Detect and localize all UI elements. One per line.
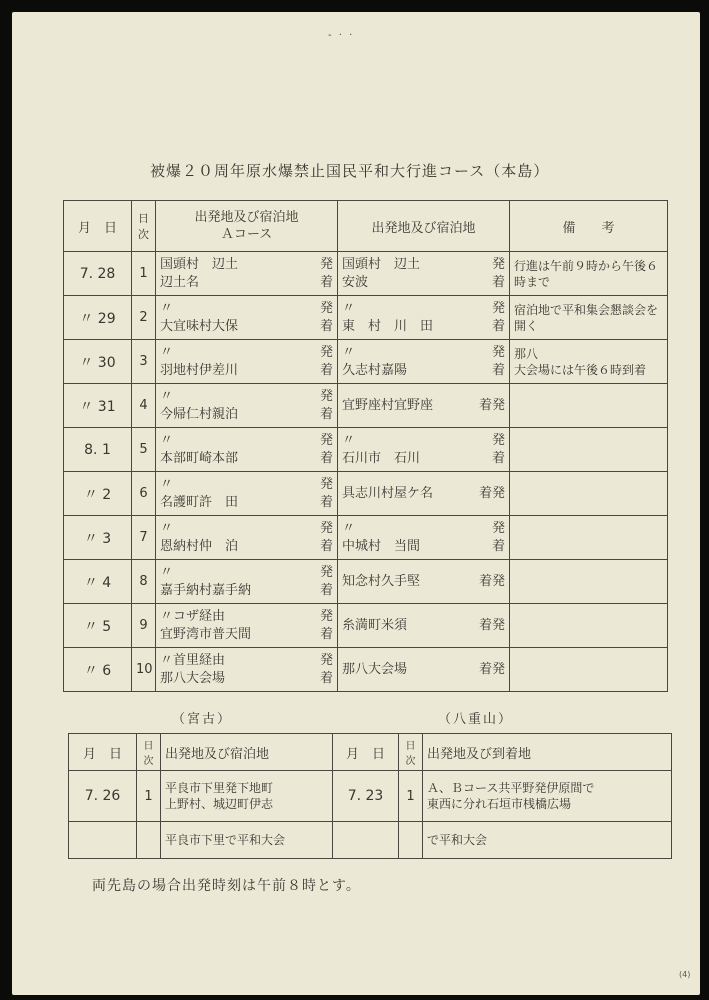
route-cell: Ａ、Ｂコース共平野発伊原間で 東西に分れ石垣市桟橋広場 — [423, 771, 672, 822]
arrive-tag: 着 — [319, 362, 333, 378]
document-title: 被爆２０周年原水爆禁止国民平和大行進コース（本島） — [150, 162, 550, 180]
route-b-cell — [338, 384, 510, 428]
note-cell: 行進は午前９時から午後６時まで — [510, 252, 668, 296]
table-row — [64, 340, 668, 384]
stop-arr — [160, 362, 333, 380]
place-name: 本部町崎本部 — [160, 450, 239, 466]
place-name: 今帰仁村親泊 — [160, 406, 239, 422]
date-cell: 〃 6 — [64, 648, 132, 692]
stop-dep — [160, 256, 333, 274]
stop-dep — [160, 300, 333, 318]
note-cell — [510, 648, 668, 692]
header-date: 月 日 — [64, 201, 132, 252]
header-day: 日次 — [132, 201, 156, 252]
day-cell: 9 — [132, 604, 156, 648]
place-name: 恩納村仲 泊 — [160, 538, 239, 554]
day-cell: 4 — [132, 384, 156, 428]
arrive-tag: 着 — [478, 617, 492, 633]
place-name: 那八大会場 — [342, 661, 408, 677]
day-cell — [137, 822, 161, 859]
header-mark: - · · — [328, 30, 355, 41]
stop-arr — [160, 538, 333, 556]
place-name: 〃首里経由 — [160, 652, 226, 668]
arrive-tag: 着 — [319, 450, 333, 466]
place-name: 〃 — [342, 300, 356, 316]
stop-arr — [160, 494, 333, 512]
arrive-tag: 着 — [478, 485, 492, 501]
table-row — [64, 296, 668, 340]
day-cell: 8 — [132, 560, 156, 604]
depart-tag: 発 — [491, 397, 505, 413]
depart-tag: 発 — [491, 432, 505, 448]
day-cell: 1 — [137, 771, 161, 822]
route-a-cell — [156, 648, 338, 692]
main-route-table — [63, 200, 668, 692]
stop-dep — [342, 344, 505, 362]
depart-tag: 発 — [319, 608, 333, 624]
arrive-tag: 着 — [478, 573, 492, 589]
place-name: 〃 — [160, 432, 174, 448]
table-row — [69, 822, 672, 859]
stop-dep — [342, 300, 505, 318]
arrive-tag: 着 — [319, 538, 333, 554]
route-cell: 平良市下里発下地町 上野村、城辺町伊志 — [161, 771, 333, 822]
header-day-miyako: 日次 — [137, 734, 161, 771]
route-b-cell — [338, 340, 510, 384]
route-b-cell — [338, 296, 510, 340]
place-name: 〃 — [160, 300, 174, 316]
stop-dep — [160, 388, 333, 406]
day-cell: 3 — [132, 340, 156, 384]
route-a-cell — [156, 472, 338, 516]
arrive-tag: 着 — [478, 397, 492, 413]
date-cell — [333, 822, 399, 859]
place-name: 〃 — [160, 388, 174, 404]
place-name: 羽地村伊差川 — [160, 362, 239, 378]
place-name: 東 村 川 田 — [342, 318, 434, 334]
place-name: 久志村嘉陽 — [342, 362, 408, 378]
label-miyako: （宮古） — [172, 712, 233, 727]
stop-dep — [160, 520, 333, 538]
header-day-yaeyama: 日次 — [399, 734, 423, 771]
header-date-yaeyama: 月 日 — [333, 734, 399, 771]
day-cell: 1 — [399, 771, 423, 822]
header-route-miyako: 出発地及び宿泊地 — [161, 734, 333, 771]
stop-arr — [342, 538, 505, 556]
header-route-b: 出発地及び宿泊地 — [338, 201, 510, 252]
date-cell: 〃 3 — [64, 516, 132, 560]
table-row — [64, 560, 668, 604]
islands-route-table — [68, 733, 672, 859]
arrive-tag: 着 — [491, 318, 505, 334]
day-cell: 10 — [132, 648, 156, 692]
day-cell: 5 — [132, 428, 156, 472]
date-cell: 〃 5 — [64, 604, 132, 648]
place-name: 那八大会場 — [160, 670, 226, 686]
route-a-cell — [156, 384, 338, 428]
stop-arr — [342, 450, 505, 468]
arrive-tag: 着 — [319, 274, 333, 290]
day-cell: 2 — [132, 296, 156, 340]
place-name: 安波 — [342, 274, 369, 290]
date-cell — [69, 822, 137, 859]
place-name: 国頭村 辺土 — [160, 256, 239, 272]
main-table-header — [64, 201, 668, 252]
label-yaeyama: （八重山） — [438, 712, 514, 727]
date-cell: 〃 29 — [64, 296, 132, 340]
stop-dep — [342, 520, 505, 538]
arrive-tag: 着 — [491, 450, 505, 466]
note-cell — [510, 428, 668, 472]
stop-arr — [342, 485, 505, 503]
depart-tag: 発 — [319, 652, 333, 668]
depart-tag: 発 — [319, 520, 333, 536]
place-name: 辺土名 — [160, 274, 200, 290]
table-row — [64, 516, 668, 560]
route-a-cell — [156, 340, 338, 384]
note-cell — [510, 604, 668, 648]
note-cell: 宿泊地で平和集会懇談会を開く — [510, 296, 668, 340]
place-name: 糸満町米須 — [342, 617, 408, 633]
day-cell: 7 — [132, 516, 156, 560]
route-b-cell — [338, 604, 510, 648]
stop-arr — [342, 362, 505, 380]
place-name: 〃 — [160, 476, 174, 492]
stop-dep — [160, 476, 333, 494]
place-name: 宜野座村宜野座 — [342, 397, 434, 413]
day-cell: 1 — [132, 252, 156, 296]
route-b-cell — [338, 472, 510, 516]
date-cell: 〃 31 — [64, 384, 132, 428]
stop-dep — [160, 432, 333, 450]
stop-dep — [160, 564, 333, 582]
header-route-yaeyama: 出発地及び到着地 — [423, 734, 672, 771]
depart-tag: 発 — [491, 256, 505, 272]
arrive-tag: 着 — [319, 626, 333, 642]
depart-tag: 発 — [319, 432, 333, 448]
date-cell: 〃 2 — [64, 472, 132, 516]
arrive-tag: 着 — [319, 582, 333, 598]
depart-tag: 発 — [491, 617, 505, 633]
stop-dep — [160, 652, 333, 670]
stop-arr — [342, 573, 505, 591]
note-cell — [510, 472, 668, 516]
arrive-tag: 着 — [491, 538, 505, 554]
arrive-tag: 着 — [319, 406, 333, 422]
route-cell: 平良市下里で平和大会 — [161, 822, 333, 859]
stop-arr — [342, 274, 505, 292]
depart-tag: 発 — [319, 476, 333, 492]
arrive-tag: 着 — [491, 274, 505, 290]
stop-arr — [160, 450, 333, 468]
day-cell — [399, 822, 423, 859]
table-row — [64, 472, 668, 516]
place-name: 〃 — [160, 344, 174, 360]
depart-tag: 発 — [491, 661, 505, 677]
note-cell: 那八 大会場には午後６時到着 — [510, 340, 668, 384]
route-b-cell — [338, 648, 510, 692]
place-name: 〃 — [342, 432, 356, 448]
stop-arr — [342, 661, 505, 679]
note-cell — [510, 516, 668, 560]
route-a-cell — [156, 560, 338, 604]
stop-arr — [160, 406, 333, 424]
arrive-tag: 着 — [478, 661, 492, 677]
note-cell — [510, 560, 668, 604]
date-cell: 7. 26 — [69, 771, 137, 822]
table-row — [64, 428, 668, 472]
place-name: 知念村久手堅 — [342, 573, 421, 589]
place-name: 宜野湾市普天間 — [160, 626, 252, 642]
depart-tag: 発 — [319, 256, 333, 272]
route-cell: で平和大会 — [423, 822, 672, 859]
depart-tag: 発 — [319, 344, 333, 360]
route-a-cell — [156, 516, 338, 560]
depart-tag: 発 — [491, 344, 505, 360]
table-row — [64, 384, 668, 428]
table-row — [64, 648, 668, 692]
date-cell: 〃 4 — [64, 560, 132, 604]
route-a-cell — [156, 296, 338, 340]
depart-tag: 発 — [319, 388, 333, 404]
depart-tag: 発 — [491, 485, 505, 501]
arrive-tag: 着 — [491, 362, 505, 378]
stop-arr — [160, 582, 333, 600]
place-name: 国頭村 辺土 — [342, 256, 421, 272]
arrive-tag: 着 — [319, 670, 333, 686]
islands-table-header — [69, 734, 672, 771]
table-row — [64, 252, 668, 296]
arrive-tag: 着 — [319, 494, 333, 510]
stop-arr — [342, 397, 505, 415]
date-cell: 7. 28 — [64, 252, 132, 296]
date-cell: 8. 1 — [64, 428, 132, 472]
note-cell — [510, 384, 668, 428]
route-b-cell — [338, 516, 510, 560]
page-number: (4) — [679, 970, 691, 979]
stop-arr — [160, 670, 333, 688]
stop-arr — [160, 318, 333, 336]
header-notes: 備 考 — [510, 201, 668, 252]
place-name: 〃 — [342, 520, 356, 536]
depart-tag: 発 — [491, 520, 505, 536]
stop-dep — [160, 608, 333, 626]
header-route-a: 出発地及び宿泊地 Ａコース — [156, 201, 338, 252]
stop-dep — [342, 256, 505, 274]
depart-tag: 発 — [319, 300, 333, 316]
place-name: 中城村 当間 — [342, 538, 421, 554]
route-b-cell — [338, 560, 510, 604]
place-name: 具志川村屋ケ名 — [342, 485, 434, 501]
stop-arr — [160, 274, 333, 292]
route-a-cell — [156, 428, 338, 472]
stop-dep — [342, 432, 505, 450]
place-name: 名護町許 田 — [160, 494, 239, 510]
place-name: 〃 — [160, 564, 174, 580]
depart-tag: 発 — [319, 564, 333, 580]
depart-tag: 発 — [491, 300, 505, 316]
place-name: 〃 — [342, 344, 356, 360]
route-a-cell — [156, 604, 338, 648]
route-a-cell — [156, 252, 338, 296]
day-cell: 6 — [132, 472, 156, 516]
stop-arr — [160, 626, 333, 644]
depart-tag: 発 — [491, 573, 505, 589]
route-b-cell — [338, 252, 510, 296]
date-cell: 7. 23 — [333, 771, 399, 822]
stop-dep — [160, 344, 333, 362]
table-row — [64, 604, 668, 648]
place-name: 石川市 石川 — [342, 450, 421, 466]
place-name: 大宜味村大保 — [160, 318, 239, 334]
stop-arr — [342, 318, 505, 336]
table-row — [69, 771, 672, 822]
arrive-tag: 着 — [319, 318, 333, 334]
header-date-miyako: 月 日 — [69, 734, 137, 771]
place-name: 〃 — [160, 520, 174, 536]
route-b-cell — [338, 428, 510, 472]
footer-note: 両先島の場合出発時刻は午前８時とす。 — [92, 878, 361, 894]
stop-arr — [342, 617, 505, 635]
place-name: 〃コザ経由 — [160, 608, 226, 624]
place-name: 嘉手納村嘉手納 — [160, 582, 252, 598]
date-cell: 〃 30 — [64, 340, 132, 384]
